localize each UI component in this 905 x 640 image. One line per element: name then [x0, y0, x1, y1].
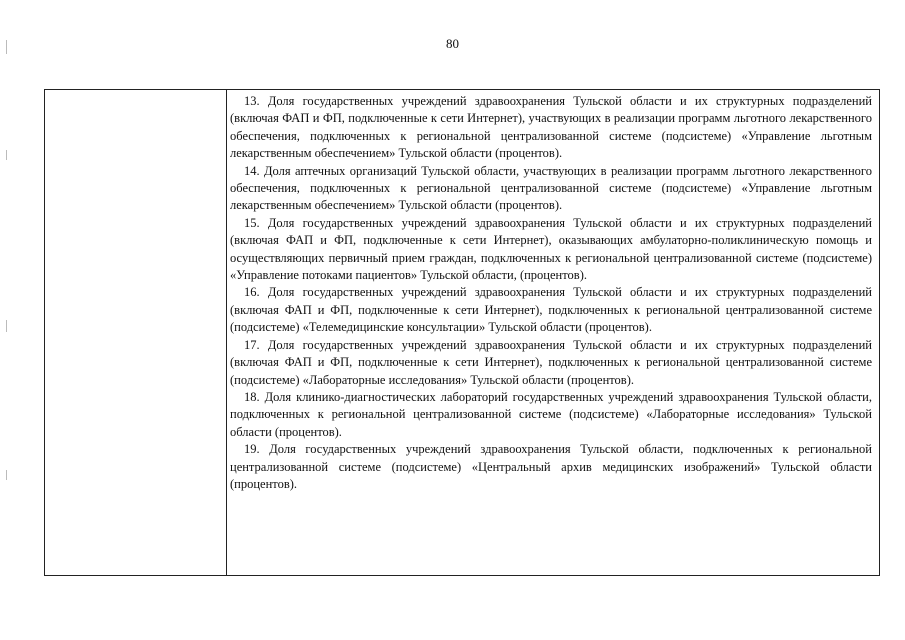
table-right-cell [227, 90, 879, 575]
page-number: 80 [446, 36, 459, 51]
scan-edge-mark [6, 470, 7, 480]
indicator-item-16: 16. Доля государственных учреждений здравоохранения Тульской области и их структурных подразделений (включая ФАП и ФП, подключенные к сети Интернет), подключенных к региональной централизованной системе (подсистеме) «Телемедицинские консультации» Тульской области (процентов). [230, 285, 872, 335]
indicator-item-14: 14. Доля аптечных организаций Тульской области, участвующих в реализации программ льготного лекарственного обеспечения, подключенных к региональной централизованной системе (подсистеме) «Управление льготным лекарственным обеспечением» Тульской области (процентов). [230, 163, 872, 213]
scan-edge-mark [6, 150, 7, 160]
indicator-item-15: 15. Доля государственных учреждений здравоохранения Тульской области и их структурных подразделений (включая ФАП и ФП, подключенные к сети Интернет), оказывающих амбулаторно-поликлиническую помощь и осуществляющих первичный прием граждан, подключенных к региональной централизованной системе (подсистеме) «Управление потоками пациентов» Тульской области, (процентов). [230, 215, 872, 283]
indicator-item-19: 19. Доля государственных учреждений здравоохранения Тульской области, подключенных к региональной централизованной системе (подсистеме) «Центральный архив медицинских изображений» Тульской области (процентов). [230, 442, 872, 491]
scan-edge-mark [6, 40, 7, 54]
scan-edge-mark [6, 320, 7, 332]
indicator-table [44, 89, 880, 576]
table-left-cell [45, 90, 227, 575]
indicator-item-17: 17. Доля государственных учреждений здравоохранения Тульской области и их структурных подразделений (включая ФАП и ФП, подключенные к сети Интернет), подключенных к региональной централизованной системе (подсистеме) «Лабораторные исследования» Тульской области (процентов). [230, 337, 872, 387]
indicator-item-13: 13. Доля государственных учреждений здравоохранения Тульской области и их структурных подразделений (включая ФАП и ФП, подключенные к сети Интернет), участвующих в реализации программ льготного лекарственного обеспечения, подключенных к региональной централизованной системе (подсистеме) «Управление льготным лекарственным обеспечением» Тульской области (процентов). [230, 94, 872, 161]
indicator-item-18: 18. Доля клинико-диагностических лабораторий государственных учреждений здравоохранения Тульской области, подключенных к региональной централизованной системе (подсистеме) «Лабораторные исследования» Тульской области (процентов). [230, 389, 872, 439]
